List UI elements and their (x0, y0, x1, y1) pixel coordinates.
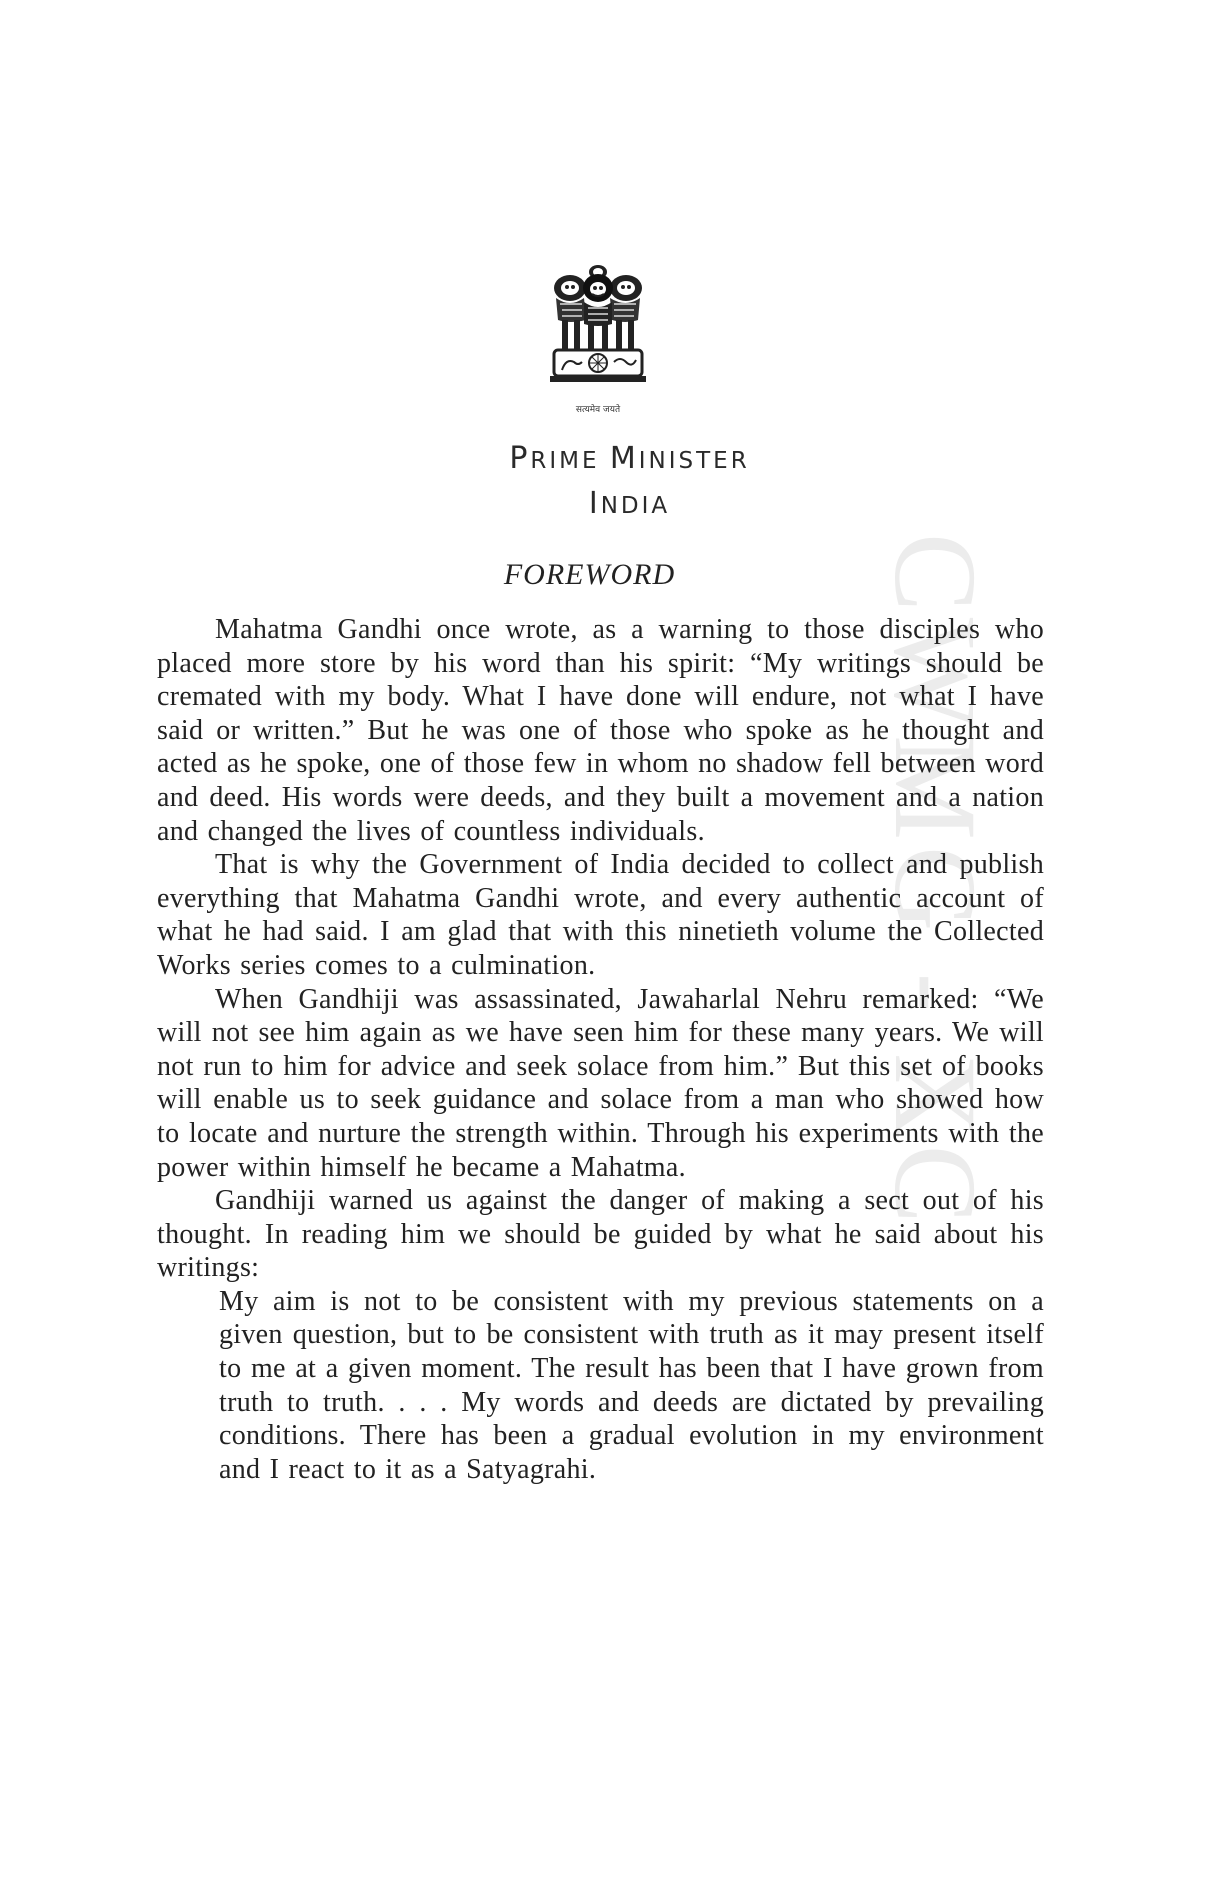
paragraph-3: When Gandhiji was assassinated, Jawaharlal Nehru remarked: “We will not see him again as we have seen him for these many years. We will not run to him for advice and seek solace from him.” But this set of books will enable us to seek guidance and solace from a man who showed how to locate and nurture the strength within. Through his experiments with the power within himself he became a Mahatma. (157, 983, 1044, 1183)
paragraph-2: That is why the Government of India decided to collect and publish everything that Mahatma Gandhi wrote, and every authentic account of what he had said. I am glad that with this ninetieth volume the Collected Works series comes to a culmination. (157, 849, 1044, 981)
office-initial-p: P (509, 441, 531, 476)
page-title: FOREWORD (503, 558, 676, 591)
watermark: CWMG - XC (870, 533, 1001, 1230)
office-initial-i: I (588, 486, 601, 521)
paragraph-4: Gandhiji warned us against the danger of making a sect out of his thought. In reading him we should be guided by what he said about his writings: (157, 1185, 1044, 1284)
office-initial-m: M (609, 441, 639, 476)
block-quote: My aim is not to be consistent with my previous statements on a given question, but to be consistent with truth as it may present itself to me at a given moment. The result has been that I have grown from truth to truth. . . . My words and deeds are dictated by prevailing conditions. There has been a gradual evolution in my environment and I react to it as a Satyagrahi. (219, 1285, 1044, 1485)
lion-capital-emblem-icon (548, 258, 648, 418)
office-text-ndia: NDIA (600, 493, 671, 519)
office-title-prime-minister (15, 441, 1229, 476)
foreword-body (157, 613, 1044, 1486)
office-text-rime: RIME (530, 448, 610, 474)
paragraph-1: Mahatma Gandhi once wrote, as a warning to those disciples who placed more store by his word than his spirit: “My writings should be cremated with my body. What I have done will endure, not what I have said or written.” But he was one of those who spoke as he thought and acted as he spoke, one of those few in whom no shadow fell between word and deed. His words were deeds, and they built a movement and a nation and changed the lives of countless individuals. (157, 614, 1044, 847)
office-text-inister: INISTER (638, 448, 750, 474)
office-title-india (15, 486, 1229, 521)
emblem-motto: सत्यमेव जयते (575, 405, 621, 415)
